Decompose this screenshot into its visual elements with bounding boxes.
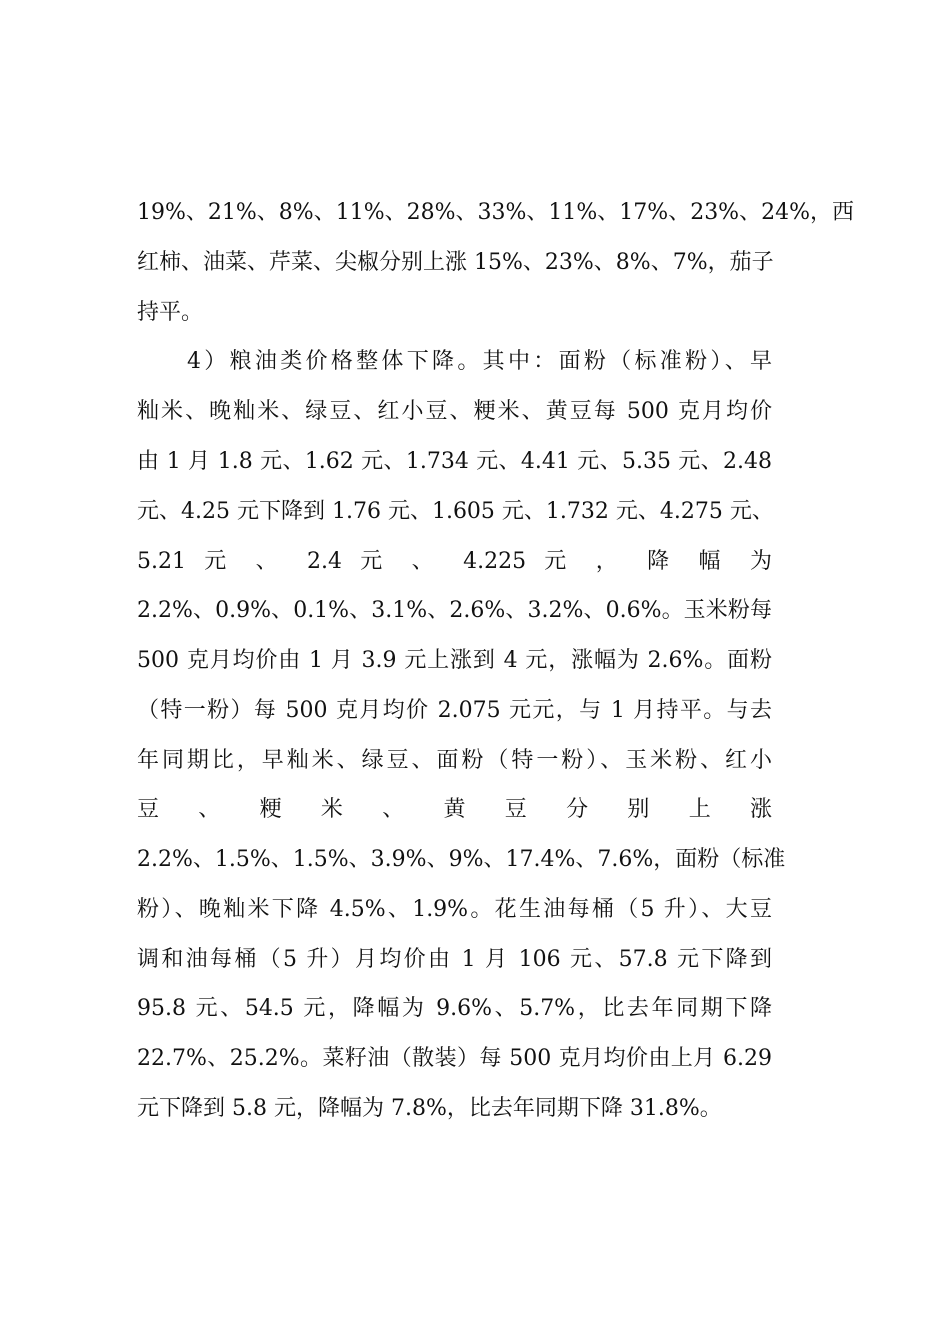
- text-line-6: 由 1 月 1.8 元、1.62 元、1.734 元、4.41 元、5.35 元、2.48: [137, 449, 772, 474]
- text-line-8: 5.21 元 、 2.4 元 、 4.225 元 ， 降 幅 为: [137, 549, 772, 574]
- paragraph-start-line: 4）粮油类价格整体下降。其中：面粉（标准粉）、早: [187, 349, 772, 374]
- text-line-15: 粉）、晚籼米下降 4.5%、1.9%。花生油每桶（5 升）、大豆: [137, 897, 772, 922]
- text-line-13: 豆 、 粳 米 、 黄 豆 分 别 上 涨: [137, 797, 772, 822]
- text-line-10: 500 克月均价由 1 月 3.9 元上涨到 4 元，涨幅为 2.6%。面粉: [137, 648, 772, 673]
- text-line-16: 调和油每桶（5 升）月均价由 1 月 106 元、57.8 元下降到: [137, 947, 772, 972]
- text-line-7: 元、4.25 元下降到 1.76 元、1.605 元、1.732 元、4.275 元、: [137, 499, 774, 524]
- text-line-19: 元下降到 5.8 元，降幅为 7.8%，比去年同期下降 31.8%。: [137, 1096, 722, 1121]
- text-line-9: 2.2%、0.9%、0.1%、3.1%、2.6%、3.2%、0.6%。玉米粉每: [137, 598, 772, 623]
- text-line-14: 2.2%、1.5%、1.5%、3.9%、9%、17.4%、7.6%，面粉（标准: [137, 847, 786, 872]
- text-line-17: 95.8 元、54.5 元，降幅为 9.6%、5.7%，比去年同期下降: [137, 996, 772, 1021]
- text-line-5: 籼米、晚籼米、绿豆、红小豆、粳米、黄豆每 500 克月均价: [137, 399, 772, 424]
- text-line-12: 年同期比，早籼米、绿豆、面粉（特一粉）、玉米粉、红小: [137, 748, 772, 773]
- text-line-1: 19%、21%、8%、11%、28%、33%、11%、17%、23%、24%，西: [137, 200, 854, 225]
- text-line-11: （特一粉）每 500 克月均价 2.075 元元，与 1 月持平。与去: [137, 698, 772, 723]
- text-line-18: 22.7%、25.2%。菜籽油（散装）每 500 克月均价由上月 6.29: [137, 1046, 772, 1071]
- text-line-3: 持平。: [137, 300, 204, 325]
- text-line-2: 红柿、油菜、芹菜、尖椒分别上涨 15%、23%、8%、7%，茄子: [137, 250, 774, 275]
